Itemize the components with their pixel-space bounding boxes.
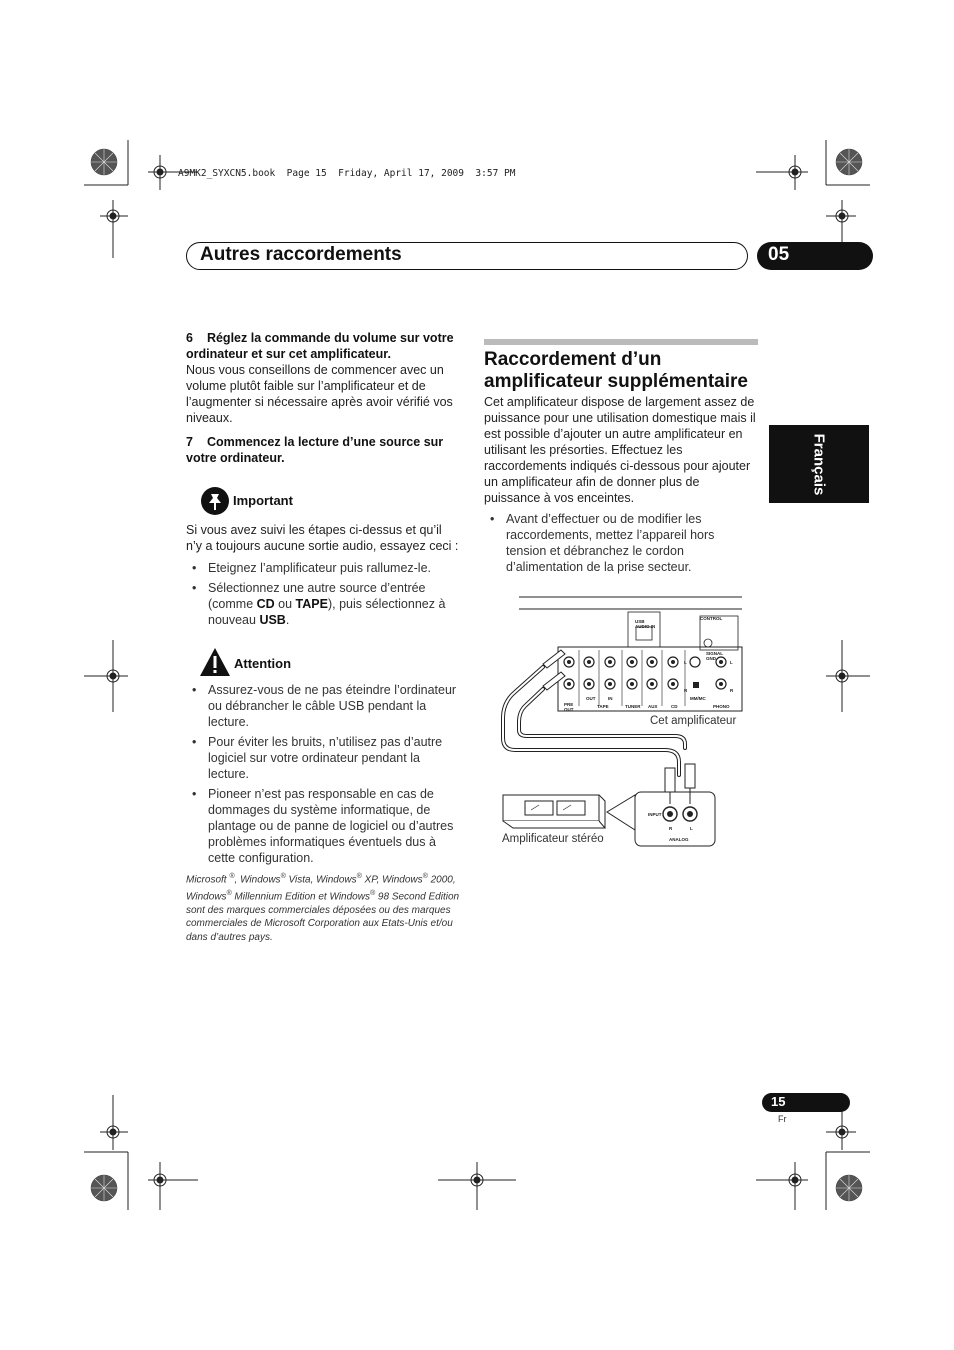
list-item-text: . bbox=[285, 613, 290, 627]
tm-text: XP, Windows bbox=[361, 874, 423, 886]
label-control: CONTROL bbox=[700, 616, 723, 621]
file-header: A9MK2_SYXCN5.book Page 15 Friday, April 17, 2009 3:57 PM bbox=[178, 168, 516, 179]
label-l: L bbox=[730, 660, 733, 665]
label-amp-analog: ANALOG bbox=[669, 837, 689, 842]
step-7-heading: Commencez la lecture d’une source sur votre ordinateur. bbox=[186, 435, 444, 465]
section-body: Cet amplificateur dispose de largement assez de puissance pour une utilisation domestique mais il est possible d’ajouter un autre amplificateur en utilisant les présorties. Effectuez les raccordements indiqués ci-dessous pour ajouter un amplificateur afin de donner plus de puissance à vos enceintes. bbox=[484, 395, 756, 505]
important-list bbox=[186, 560, 461, 628]
list-item: • Pour éviter les bruits, n’utilisez pas d’autre logiciel sur votre ordinateur pendant la lecture. bbox=[192, 735, 443, 781]
page-lang: Fr bbox=[778, 1114, 787, 1124]
list-item-text: Pour éviter les bruits, n’utilisez pas d’autre logiciel sur votre ordinateur pendant la lecture. bbox=[208, 735, 443, 781]
pin-icon bbox=[200, 486, 230, 516]
label-r: R bbox=[684, 688, 688, 693]
label-tuner: TUNER bbox=[625, 704, 641, 709]
reg-mark: ® bbox=[280, 873, 286, 880]
important-heading bbox=[186, 486, 461, 516]
list-item-text: ), puis sélectionnez à nouveau bbox=[208, 597, 446, 627]
list-item-text: Assurez-vous de ne pas éteindre l’ordinateur ou débrancher le câble USB pendant la lecture. bbox=[208, 683, 457, 729]
step-6-heading: Réglez la commande du volume sur votre ordinateur et sur cet amplificateur. bbox=[186, 331, 454, 361]
left-column bbox=[186, 330, 461, 944]
reg-mark: ® bbox=[226, 889, 232, 897]
list-item-text: Pioneer n’est pas responsable en cas de dommages du système informatique, de plantage ou de panne de logiciel ou d’autres problèmes informatiques éventuels dus à cette configuration. bbox=[208, 787, 454, 865]
list-item-text: Sélectionnez une autre source d’entrée (comme bbox=[208, 581, 426, 611]
label-in: IN bbox=[608, 696, 613, 701]
page-number: 15 bbox=[771, 1094, 786, 1109]
reg-mark: ® bbox=[369, 889, 376, 897]
caption-stereo-amp: Amplificateur stéréo bbox=[502, 833, 604, 845]
label-tape: TAPE bbox=[597, 704, 609, 709]
tm-text: 2000, Windows bbox=[186, 874, 456, 903]
reg-mark: ® bbox=[356, 873, 362, 880]
step-7-number: 7 bbox=[186, 435, 193, 449]
label-pre-out: PRE OUT bbox=[564, 702, 574, 712]
source-cd: CD bbox=[256, 597, 275, 611]
list-item-text: Eteignez l’amplificateur puis rallumez-le. bbox=[208, 561, 432, 575]
label-usb: USB AUDIO IN bbox=[635, 619, 656, 629]
source-tape: TAPE bbox=[295, 597, 328, 611]
list-item: • Pioneer n’est pas responsable en cas de dommages du système informatique, de plantage ou de panne de logiciel ou d’autres problèmes informatiques éventuels dus à cette configuration. bbox=[192, 787, 454, 865]
reg-mark: ® bbox=[422, 873, 428, 880]
label-out: OUT bbox=[586, 696, 596, 701]
label-signal-gnd: SIGNAL GND bbox=[706, 651, 723, 661]
list-item: • Avant d’effectuer ou de modifier les raccordements, mettez l’appareil hors tension et débranchez le cordon d’alimentation de la prise secteur. bbox=[490, 512, 715, 574]
tm-text: Millennium Edition et Windows bbox=[231, 891, 370, 903]
important-label: Important bbox=[233, 493, 293, 508]
list-item-text: Avant d’effectuer ou de modifier les raccordements, mettez l’appareil hors tension et débranchez le cordon d’alimentation de la prise secteur. bbox=[506, 512, 715, 574]
label-r: R bbox=[730, 688, 734, 693]
attention-label: Attention bbox=[234, 656, 292, 671]
step-6-body: Nous vous conseillons de commencer avec un volume plutôt faible sur l’amplificateur et de l’augmenter si nécessaire après avoir vérifié vos niveaux. bbox=[186, 363, 453, 425]
tm-text: 98 Second Edition sont des marques commerciales déposées ou des marques commerciales de Microsoft Corporation aux Etats-Unis et/ou dans d’autres pays. bbox=[186, 891, 460, 943]
language-tab-label: Français bbox=[810, 433, 828, 495]
attention-list bbox=[186, 682, 461, 866]
label-mm-mc: MM/MC bbox=[690, 696, 706, 701]
label-aux: AUX bbox=[648, 704, 658, 709]
list-item: • Sélectionnez une autre source d’entrée (comme CD ou TAPE), puis sélectionnez à nouveau USB. bbox=[192, 581, 446, 627]
label-amp-l: L bbox=[690, 826, 693, 831]
tm-text: Microsoft bbox=[186, 874, 230, 886]
page-title: Autres raccordements bbox=[200, 244, 402, 265]
label-l: L bbox=[684, 660, 687, 665]
section-heading: Raccordement d’un amplificateur supplémentaire bbox=[484, 349, 748, 392]
list-item-text: ou bbox=[274, 597, 296, 611]
language-tab bbox=[769, 425, 869, 503]
list-item: • Assurez-vous de ne pas éteindre l’ordinateur ou débrancher le câble USB pendant la lecture. bbox=[192, 683, 457, 729]
section-bullets bbox=[484, 511, 752, 579]
step-6-number: 6 bbox=[186, 331, 193, 345]
reg-mark: ® bbox=[229, 873, 235, 880]
step-6-title bbox=[186, 330, 461, 362]
label-amp-r: R bbox=[669, 826, 673, 831]
caption-this-unit: Cet amplificateur bbox=[650, 715, 737, 727]
warning-icon bbox=[198, 646, 232, 678]
section-rule bbox=[484, 339, 758, 345]
important-intro: Si vous avez suivi les étapes ci-dessus et qu’il n’y a toujours aucune sortie audio, essayez ceci : bbox=[186, 523, 459, 553]
attention-heading bbox=[186, 646, 461, 678]
source-usb: USB bbox=[259, 613, 286, 627]
list-item: • Eteignez l’amplificateur puis rallumez-le. bbox=[192, 561, 432, 575]
step-7-title bbox=[186, 434, 461, 466]
tm-text: , Windows bbox=[234, 874, 281, 886]
tm-text: Vista, Windows bbox=[285, 874, 357, 886]
trademark-note bbox=[186, 870, 461, 944]
chapter-number: 05 bbox=[768, 244, 790, 265]
label-cd: CD bbox=[671, 704, 678, 709]
label-phono: PHONO bbox=[713, 704, 730, 709]
label-amp-input: INPUT bbox=[648, 812, 662, 817]
